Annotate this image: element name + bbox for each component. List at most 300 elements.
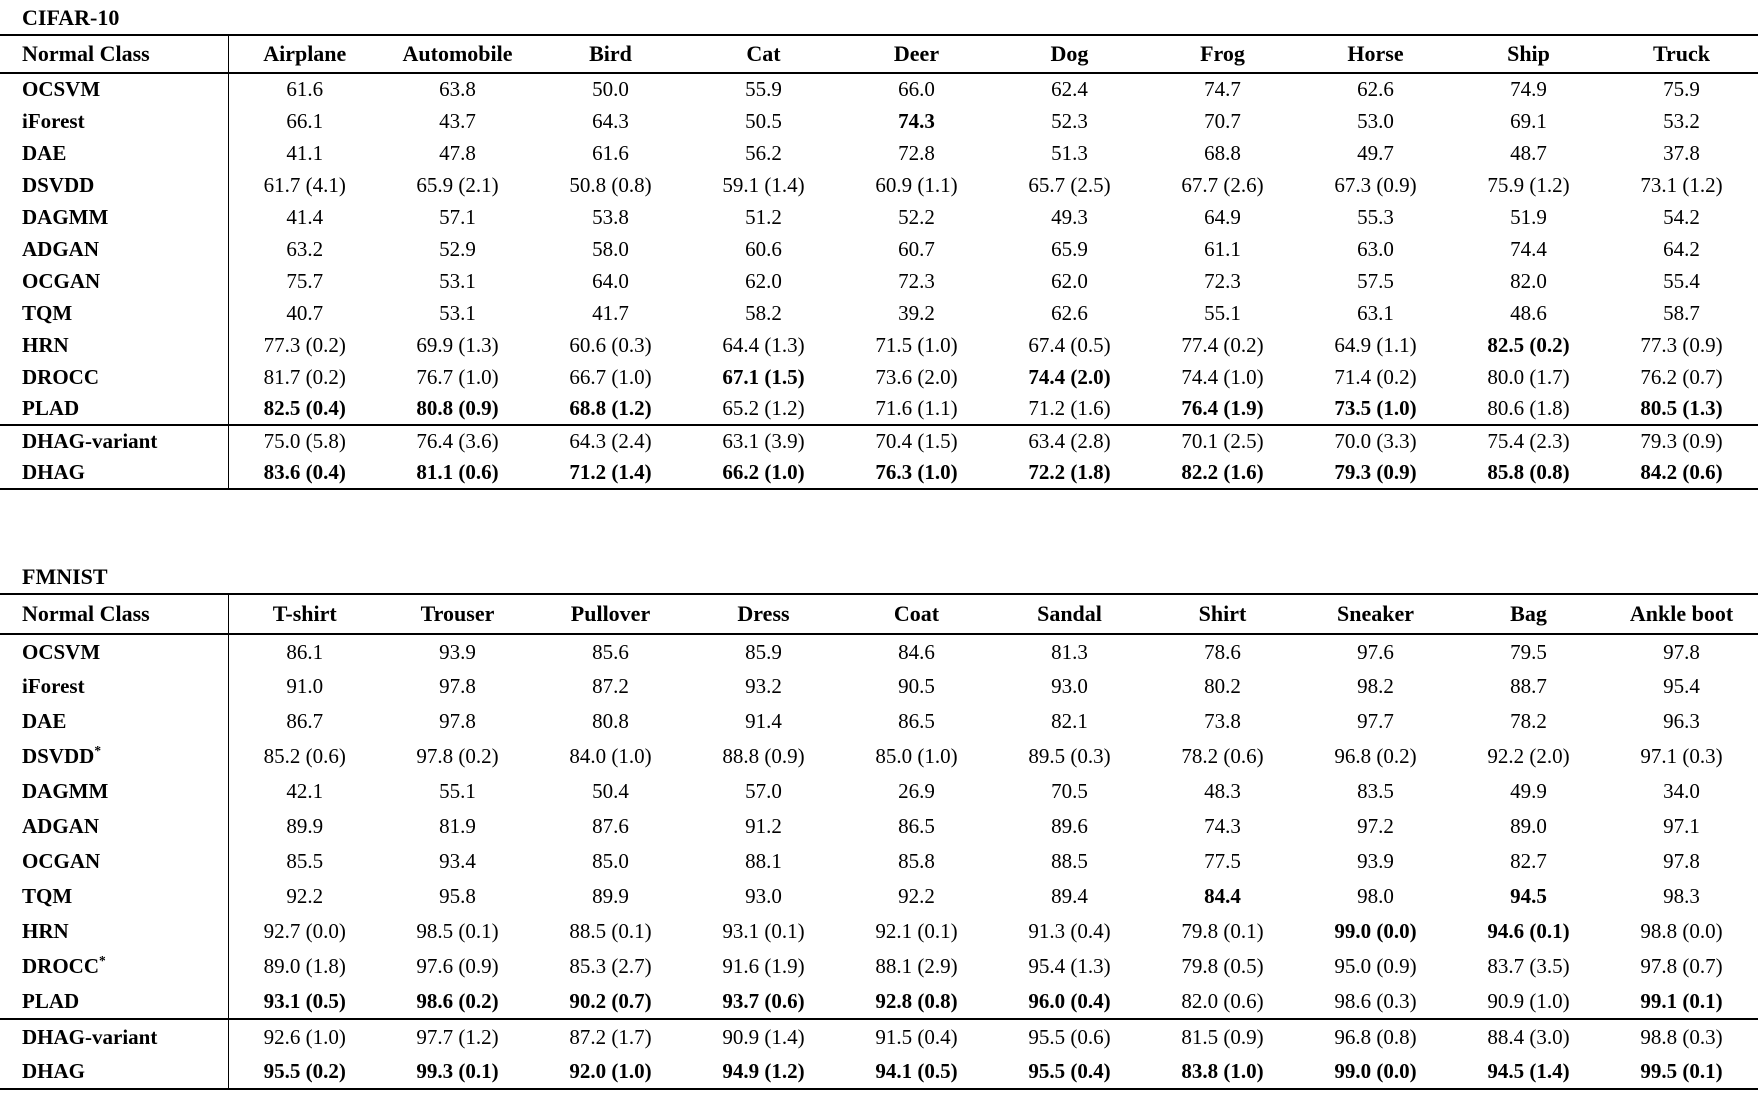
column-header: Dog bbox=[993, 35, 1146, 73]
value-cell: 61.6 bbox=[592, 140, 629, 165]
table-row bbox=[0, 169, 1758, 201]
value-cell: 55.1 bbox=[1204, 300, 1241, 325]
value-cell: 93.1 (0.5) bbox=[263, 988, 346, 1013]
value-cell: 75.7 bbox=[286, 268, 324, 293]
value-cell: 92.0 (1.0) bbox=[534, 1054, 687, 1089]
value-cell: 66.7 (1.0) bbox=[569, 364, 652, 389]
value-cell: 93.0 bbox=[745, 884, 782, 908]
table-row bbox=[0, 201, 1758, 233]
value-cell: 80.8 (0.9) bbox=[416, 396, 499, 420]
fmnist-results-table bbox=[0, 593, 1758, 1090]
table-row bbox=[0, 704, 1758, 739]
value-cell: 97.2 bbox=[1357, 814, 1394, 838]
value-cell: 66.2 (1.0) bbox=[687, 457, 840, 489]
value-cell: 88.8 (0.9) bbox=[722, 744, 805, 768]
value-cell: 86.5 bbox=[898, 709, 935, 733]
value-cell: 57.1 bbox=[439, 204, 476, 229]
value-cell: 71.6 (1.1) bbox=[875, 396, 958, 420]
value-cell: 76.4 (1.9) bbox=[1181, 396, 1264, 420]
value-cell: 97.8 bbox=[1663, 849, 1700, 873]
column-header: T-shirt bbox=[228, 594, 381, 634]
value-cell: 93.4 bbox=[439, 849, 476, 873]
value-cell: 77.3 (0.9) bbox=[1640, 332, 1723, 357]
value-cell: 69.9 (1.3) bbox=[416, 332, 499, 357]
row-label: OCGAN bbox=[0, 844, 228, 879]
column-header: Bag bbox=[1452, 594, 1605, 634]
value-cell: 64.0 bbox=[592, 268, 629, 293]
asterisk-superscript: * bbox=[94, 743, 102, 758]
value-cell: 96.8 (0.2) bbox=[1334, 744, 1417, 768]
value-cell: 68.8 bbox=[1204, 140, 1241, 165]
value-cell: 99.0 (0.0) bbox=[1299, 1054, 1452, 1089]
value-cell: 37.8 bbox=[1663, 140, 1700, 165]
value-cell: 91.6 (1.9) bbox=[722, 954, 805, 978]
value-cell: 66.0 bbox=[898, 77, 935, 101]
value-cell: 58.7 bbox=[1663, 300, 1700, 325]
value-cell: 92.2 bbox=[286, 884, 324, 908]
value-cell: 83.6 (0.4) bbox=[228, 457, 381, 489]
cifar10-results-table bbox=[0, 34, 1758, 490]
value-cell: 97.1 bbox=[1663, 814, 1700, 838]
row-label: PLAD bbox=[0, 393, 228, 425]
value-cell: 93.7 (0.6) bbox=[722, 988, 805, 1013]
value-cell: 93.2 bbox=[745, 674, 782, 698]
value-cell: 89.0 bbox=[1510, 814, 1547, 838]
value-cell: 94.5 (1.4) bbox=[1452, 1054, 1605, 1089]
value-cell: 92.2 bbox=[898, 884, 935, 908]
value-cell: 97.1 (0.3) bbox=[1640, 744, 1723, 768]
value-cell: 67.7 (2.6) bbox=[1181, 172, 1264, 197]
value-cell: 96.3 bbox=[1663, 709, 1700, 733]
value-cell: 93.9 bbox=[439, 639, 476, 664]
value-cell: 70.0 (3.3) bbox=[1299, 425, 1452, 457]
value-cell: 72.2 (1.8) bbox=[993, 457, 1146, 489]
value-cell: 61.7 (4.1) bbox=[263, 172, 346, 197]
value-cell: 84.0 (1.0) bbox=[569, 744, 652, 768]
table-row bbox=[0, 105, 1758, 137]
value-cell: 54.2 bbox=[1663, 204, 1700, 229]
value-cell: 80.8 bbox=[592, 709, 629, 733]
value-cell: 41.7 bbox=[592, 300, 629, 325]
value-cell: 95.4 bbox=[1663, 674, 1700, 698]
value-cell: 50.0 bbox=[592, 77, 629, 101]
value-cell: 97.6 (0.9) bbox=[416, 954, 499, 978]
value-cell: 85.2 (0.6) bbox=[263, 744, 346, 768]
value-cell: 74.4 (1.0) bbox=[1181, 364, 1264, 389]
value-cell: 53.0 bbox=[1357, 108, 1394, 133]
value-cell: 81.3 bbox=[1051, 639, 1088, 664]
table-row bbox=[0, 361, 1758, 393]
value-cell: 89.0 (1.8) bbox=[263, 954, 346, 978]
value-cell: 65.7 (2.5) bbox=[1028, 172, 1111, 197]
value-cell: 34.0 bbox=[1663, 779, 1700, 803]
value-cell: 74.7 bbox=[1204, 77, 1241, 101]
row-label: DAGMM bbox=[0, 201, 228, 233]
value-cell: 76.7 (1.0) bbox=[416, 364, 499, 389]
row-label: DHAG-variant bbox=[0, 1019, 228, 1054]
column-header: Pullover bbox=[534, 594, 687, 634]
value-cell: 74.3 bbox=[1204, 814, 1241, 838]
value-cell: 93.0 bbox=[1051, 674, 1088, 698]
value-cell: 98.5 (0.1) bbox=[416, 919, 499, 943]
value-cell: 63.2 bbox=[286, 236, 324, 261]
column-header: Horse bbox=[1299, 35, 1452, 73]
value-cell: 90.2 (0.7) bbox=[569, 988, 652, 1013]
value-cell: 88.5 (0.1) bbox=[569, 919, 652, 943]
row-label: OCGAN bbox=[0, 265, 228, 297]
column-header: Trouser bbox=[381, 594, 534, 634]
value-cell: 82.1 bbox=[1051, 709, 1088, 733]
value-cell: 63.1 bbox=[1357, 300, 1394, 325]
table-row bbox=[0, 233, 1758, 265]
value-cell: 77.5 bbox=[1204, 849, 1241, 873]
value-cell: 72.8 bbox=[898, 140, 935, 165]
value-cell: 70.7 bbox=[1204, 108, 1241, 133]
value-cell: 71.5 (1.0) bbox=[875, 332, 958, 357]
value-cell: 99.5 (0.1) bbox=[1605, 1054, 1758, 1089]
table-row bbox=[0, 844, 1758, 879]
value-cell: 80.5 (1.3) bbox=[1640, 396, 1723, 420]
row-label: DROCC* bbox=[0, 949, 228, 984]
value-cell: 73.6 (2.0) bbox=[875, 364, 958, 389]
value-cell: 86.7 bbox=[286, 709, 324, 733]
fmnist-section bbox=[0, 562, 1758, 1090]
column-header: Ship bbox=[1452, 35, 1605, 73]
cifar10-section bbox=[0, 3, 1758, 490]
value-cell: 50.4 bbox=[592, 779, 629, 803]
column-header: Frog bbox=[1146, 35, 1299, 73]
asterisk-superscript: * bbox=[99, 953, 106, 968]
value-cell: 61.1 bbox=[1204, 236, 1241, 261]
value-cell: 79.3 (0.9) bbox=[1605, 425, 1758, 457]
value-cell: 76.2 (0.7) bbox=[1640, 364, 1723, 389]
value-cell: 81.9 bbox=[439, 814, 476, 838]
column-header: Shirt bbox=[1146, 594, 1299, 634]
value-cell: 53.1 bbox=[439, 300, 476, 325]
value-cell: 49.9 bbox=[1510, 779, 1547, 803]
value-cell: 88.1 bbox=[745, 849, 782, 873]
value-cell: 84.2 (0.6) bbox=[1605, 457, 1758, 489]
value-cell: 71.2 (1.4) bbox=[534, 457, 687, 489]
value-cell: 80.6 (1.8) bbox=[1487, 396, 1570, 420]
value-cell: 67.4 (0.5) bbox=[1028, 332, 1111, 357]
value-cell: 97.7 bbox=[1357, 709, 1394, 733]
value-cell: 82.7 bbox=[1510, 849, 1547, 873]
value-cell: 88.4 (3.0) bbox=[1452, 1019, 1605, 1054]
value-cell: 85.9 bbox=[745, 639, 782, 664]
value-cell: 48.7 bbox=[1510, 140, 1547, 165]
value-cell: 87.2 bbox=[592, 674, 629, 698]
value-cell: 90.9 (1.0) bbox=[1487, 988, 1570, 1013]
value-cell: 70.4 (1.5) bbox=[840, 425, 993, 457]
table-row bbox=[0, 329, 1758, 361]
value-cell: 91.3 (0.4) bbox=[1028, 919, 1111, 943]
value-cell: 67.3 (0.9) bbox=[1334, 172, 1417, 197]
table-row bbox=[0, 984, 1758, 1019]
value-cell: 83.7 (3.5) bbox=[1487, 954, 1570, 978]
row-label: DAE bbox=[0, 704, 228, 739]
value-cell: 88.7 bbox=[1510, 674, 1547, 698]
value-cell: 52.2 bbox=[898, 204, 935, 229]
table-title-fmnist: FMNIST bbox=[22, 564, 108, 589]
value-cell: 55.1 bbox=[439, 779, 476, 803]
value-cell: 79.8 (0.5) bbox=[1181, 954, 1264, 978]
row-label: DHAG bbox=[0, 1054, 228, 1089]
normal-class-header: Normal Class bbox=[0, 35, 228, 73]
value-cell: 41.1 bbox=[286, 140, 324, 165]
value-cell: 99.0 (0.0) bbox=[1334, 919, 1417, 943]
table-row bbox=[0, 457, 1758, 489]
value-cell: 81.5 (0.9) bbox=[1146, 1019, 1299, 1054]
value-cell: 95.5 (0.2) bbox=[228, 1054, 381, 1089]
value-cell: 74.4 bbox=[1510, 236, 1547, 261]
value-cell: 78.2 bbox=[1510, 709, 1547, 733]
column-header: Coat bbox=[840, 594, 993, 634]
value-cell: 82.0 (0.6) bbox=[1181, 988, 1264, 1013]
value-cell: 63.4 (2.8) bbox=[993, 425, 1146, 457]
row-label: DSVDD bbox=[0, 169, 228, 201]
value-cell: 97.8 bbox=[439, 709, 476, 733]
value-cell: 80.2 bbox=[1204, 674, 1241, 698]
value-cell: 53.1 bbox=[439, 268, 476, 293]
value-cell: 95.5 (0.6) bbox=[993, 1019, 1146, 1054]
table-row bbox=[0, 137, 1758, 169]
table-row bbox=[0, 1019, 1758, 1054]
value-cell: 58.2 bbox=[745, 300, 782, 325]
value-cell: 83.5 bbox=[1357, 779, 1394, 803]
value-cell: 93.1 (0.1) bbox=[722, 919, 805, 943]
value-cell: 69.1 bbox=[1510, 108, 1547, 133]
value-cell: 67.1 (1.5) bbox=[722, 364, 805, 389]
value-cell: 64.9 bbox=[1204, 204, 1241, 229]
value-cell: 92.1 (0.1) bbox=[875, 919, 958, 943]
value-cell: 39.2 bbox=[898, 300, 935, 325]
value-cell: 62.0 bbox=[1051, 268, 1088, 293]
value-cell: 82.5 (0.2) bbox=[1487, 332, 1570, 357]
value-cell: 65.9 (2.1) bbox=[416, 172, 499, 197]
value-cell: 92.7 (0.0) bbox=[263, 919, 346, 943]
value-cell: 57.0 bbox=[745, 779, 782, 803]
value-cell: 75.0 (5.8) bbox=[228, 425, 381, 457]
value-cell: 62.4 bbox=[1051, 77, 1088, 101]
value-cell: 51.3 bbox=[1051, 140, 1088, 165]
value-cell: 98.2 bbox=[1357, 674, 1394, 698]
value-cell: 71.2 (1.6) bbox=[1028, 396, 1111, 420]
value-cell: 89.9 bbox=[286, 814, 324, 838]
value-cell: 56.2 bbox=[745, 140, 782, 165]
row-label: OCSVM bbox=[0, 634, 228, 669]
row-label: HRN bbox=[0, 329, 228, 361]
value-cell: 75.9 bbox=[1663, 77, 1700, 101]
value-cell: 97.8 (0.2) bbox=[416, 744, 499, 768]
value-cell: 99.3 (0.1) bbox=[381, 1054, 534, 1089]
value-cell: 42.1 bbox=[286, 779, 324, 803]
value-cell: 72.3 bbox=[1204, 268, 1241, 293]
row-label: OCSVM bbox=[0, 73, 228, 105]
value-cell: 85.8 (0.8) bbox=[1452, 457, 1605, 489]
value-cell: 74.9 bbox=[1510, 77, 1547, 101]
header-row bbox=[0, 594, 1758, 634]
value-cell: 53.8 bbox=[592, 204, 629, 229]
row-label: DHAG bbox=[0, 457, 228, 489]
table-row bbox=[0, 634, 1758, 669]
table-row bbox=[0, 425, 1758, 457]
value-cell: 86.1 bbox=[286, 639, 324, 664]
value-cell: 88.1 (2.9) bbox=[875, 954, 958, 978]
value-cell: 58.0 bbox=[592, 236, 629, 261]
column-header: Cat bbox=[687, 35, 840, 73]
value-cell: 59.1 (1.4) bbox=[722, 172, 805, 197]
table-row bbox=[0, 669, 1758, 704]
value-cell: 40.7 bbox=[286, 300, 324, 325]
value-cell: 71.4 (0.2) bbox=[1334, 364, 1417, 389]
value-cell: 97.6 bbox=[1357, 639, 1394, 664]
value-cell: 51.2 bbox=[745, 204, 782, 229]
value-cell: 66.1 bbox=[286, 108, 324, 133]
value-cell: 92.8 (0.8) bbox=[875, 988, 958, 1013]
column-header: Truck bbox=[1605, 35, 1758, 73]
value-cell: 53.2 bbox=[1663, 108, 1700, 133]
value-cell: 85.3 (2.7) bbox=[569, 954, 652, 978]
value-cell: 95.0 (0.9) bbox=[1334, 954, 1417, 978]
value-cell: 98.3 bbox=[1663, 884, 1700, 908]
value-cell: 96.0 (0.4) bbox=[1028, 988, 1111, 1013]
value-cell: 82.5 (0.4) bbox=[263, 396, 346, 420]
column-header: Sneaker bbox=[1299, 594, 1452, 634]
value-cell: 97.8 bbox=[1663, 639, 1700, 664]
value-cell: 60.6 (0.3) bbox=[569, 332, 652, 357]
table-row bbox=[0, 774, 1758, 809]
value-cell: 97.8 bbox=[439, 674, 476, 698]
value-cell: 65.9 bbox=[1051, 236, 1088, 261]
value-cell: 92.2 (2.0) bbox=[1487, 744, 1570, 768]
value-cell: 84.6 bbox=[898, 639, 935, 664]
table-row bbox=[0, 297, 1758, 329]
value-cell: 70.5 bbox=[1051, 779, 1088, 803]
value-cell: 55.9 bbox=[745, 77, 782, 101]
value-cell: 92.6 (1.0) bbox=[228, 1019, 381, 1054]
value-cell: 74.4 (2.0) bbox=[1028, 364, 1111, 389]
value-cell: 60.9 (1.1) bbox=[875, 172, 958, 197]
value-cell: 90.5 bbox=[898, 674, 935, 698]
value-cell: 99.1 (0.1) bbox=[1640, 988, 1723, 1013]
column-header: Sandal bbox=[993, 594, 1146, 634]
value-cell: 62.6 bbox=[1051, 300, 1088, 325]
value-cell: 75.4 (2.3) bbox=[1452, 425, 1605, 457]
value-cell: 95.5 (0.4) bbox=[993, 1054, 1146, 1089]
value-cell: 50.5 bbox=[745, 108, 782, 133]
table-row bbox=[0, 1054, 1758, 1089]
value-cell: 47.8 bbox=[439, 140, 476, 165]
value-cell: 98.6 (0.3) bbox=[1334, 988, 1417, 1013]
value-cell: 26.9 bbox=[898, 779, 935, 803]
value-cell: 79.8 (0.1) bbox=[1181, 919, 1264, 943]
value-cell: 80.0 (1.7) bbox=[1487, 364, 1570, 389]
value-cell: 82.2 (1.6) bbox=[1146, 457, 1299, 489]
value-cell: 55.3 bbox=[1357, 204, 1394, 229]
value-cell: 81.7 (0.2) bbox=[263, 364, 346, 389]
row-label: TQM bbox=[0, 297, 228, 329]
value-cell: 62.0 bbox=[745, 268, 782, 293]
value-cell: 43.7 bbox=[439, 108, 476, 133]
value-cell: 94.6 (0.1) bbox=[1487, 919, 1570, 943]
value-cell: 91.2 bbox=[745, 814, 782, 838]
table-title-cifar10: CIFAR-10 bbox=[22, 5, 120, 30]
row-label: TQM bbox=[0, 879, 228, 914]
column-header: Airplane bbox=[228, 35, 381, 73]
row-label: HRN bbox=[0, 914, 228, 949]
value-cell: 60.7 bbox=[898, 236, 935, 261]
row-label: DHAG-variant bbox=[0, 425, 228, 457]
value-cell: 85.0 bbox=[592, 849, 629, 873]
value-cell: 83.8 (1.0) bbox=[1146, 1054, 1299, 1089]
column-header: Automobile bbox=[381, 35, 534, 73]
value-cell: 73.8 bbox=[1204, 709, 1241, 733]
value-cell: 85.6 bbox=[592, 639, 629, 664]
table-row bbox=[0, 739, 1758, 774]
value-cell: 82.0 bbox=[1510, 268, 1547, 293]
column-header: Dress bbox=[687, 594, 840, 634]
value-cell: 91.4 bbox=[745, 709, 782, 733]
value-cell: 60.6 bbox=[745, 236, 782, 261]
value-cell: 85.0 (1.0) bbox=[875, 744, 958, 768]
row-label: iForest bbox=[0, 669, 228, 704]
value-cell: 61.6 bbox=[286, 77, 324, 101]
value-cell: 49.3 bbox=[1051, 204, 1088, 229]
value-cell: 79.5 bbox=[1510, 639, 1547, 664]
value-cell: 87.6 bbox=[592, 814, 629, 838]
value-cell: 94.9 (1.2) bbox=[687, 1054, 840, 1089]
value-cell: 93.9 bbox=[1357, 849, 1394, 873]
value-cell: 88.5 bbox=[1051, 849, 1088, 873]
table-row bbox=[0, 809, 1758, 844]
value-cell: 84.4 bbox=[1204, 884, 1241, 908]
value-cell: 52.3 bbox=[1051, 108, 1088, 133]
table-row bbox=[0, 393, 1758, 425]
value-cell: 79.3 (0.9) bbox=[1299, 457, 1452, 489]
value-cell: 91.5 (0.4) bbox=[840, 1019, 993, 1054]
value-cell: 97.8 (0.7) bbox=[1640, 954, 1723, 978]
value-cell: 85.5 bbox=[286, 849, 324, 873]
row-label: DAE bbox=[0, 137, 228, 169]
value-cell: 76.4 (3.6) bbox=[381, 425, 534, 457]
value-cell: 87.2 (1.7) bbox=[534, 1019, 687, 1054]
value-cell: 95.8 bbox=[439, 884, 476, 908]
value-cell: 62.6 bbox=[1357, 77, 1394, 101]
table-row bbox=[0, 914, 1758, 949]
table-row bbox=[0, 949, 1758, 984]
value-cell: 90.9 (1.4) bbox=[687, 1019, 840, 1054]
value-cell: 85.8 bbox=[898, 849, 935, 873]
value-cell: 64.3 (2.4) bbox=[534, 425, 687, 457]
value-cell: 48.3 bbox=[1204, 779, 1241, 803]
value-cell: 70.1 (2.5) bbox=[1146, 425, 1299, 457]
value-cell: 77.4 (0.2) bbox=[1181, 332, 1264, 357]
value-cell: 73.1 (1.2) bbox=[1640, 172, 1723, 197]
value-cell: 89.6 bbox=[1051, 814, 1088, 838]
value-cell: 89.9 bbox=[592, 884, 629, 908]
value-cell: 52.9 bbox=[439, 236, 476, 261]
value-cell: 86.5 bbox=[898, 814, 935, 838]
value-cell: 68.8 (1.2) bbox=[569, 396, 652, 420]
value-cell: 89.5 (0.3) bbox=[1028, 744, 1111, 768]
row-label: DROCC bbox=[0, 361, 228, 393]
value-cell: 49.7 bbox=[1357, 140, 1394, 165]
value-cell: 94.1 (0.5) bbox=[840, 1054, 993, 1089]
value-cell: 94.5 bbox=[1510, 884, 1547, 908]
value-cell: 63.0 bbox=[1357, 236, 1394, 261]
value-cell: 78.6 bbox=[1204, 639, 1241, 664]
